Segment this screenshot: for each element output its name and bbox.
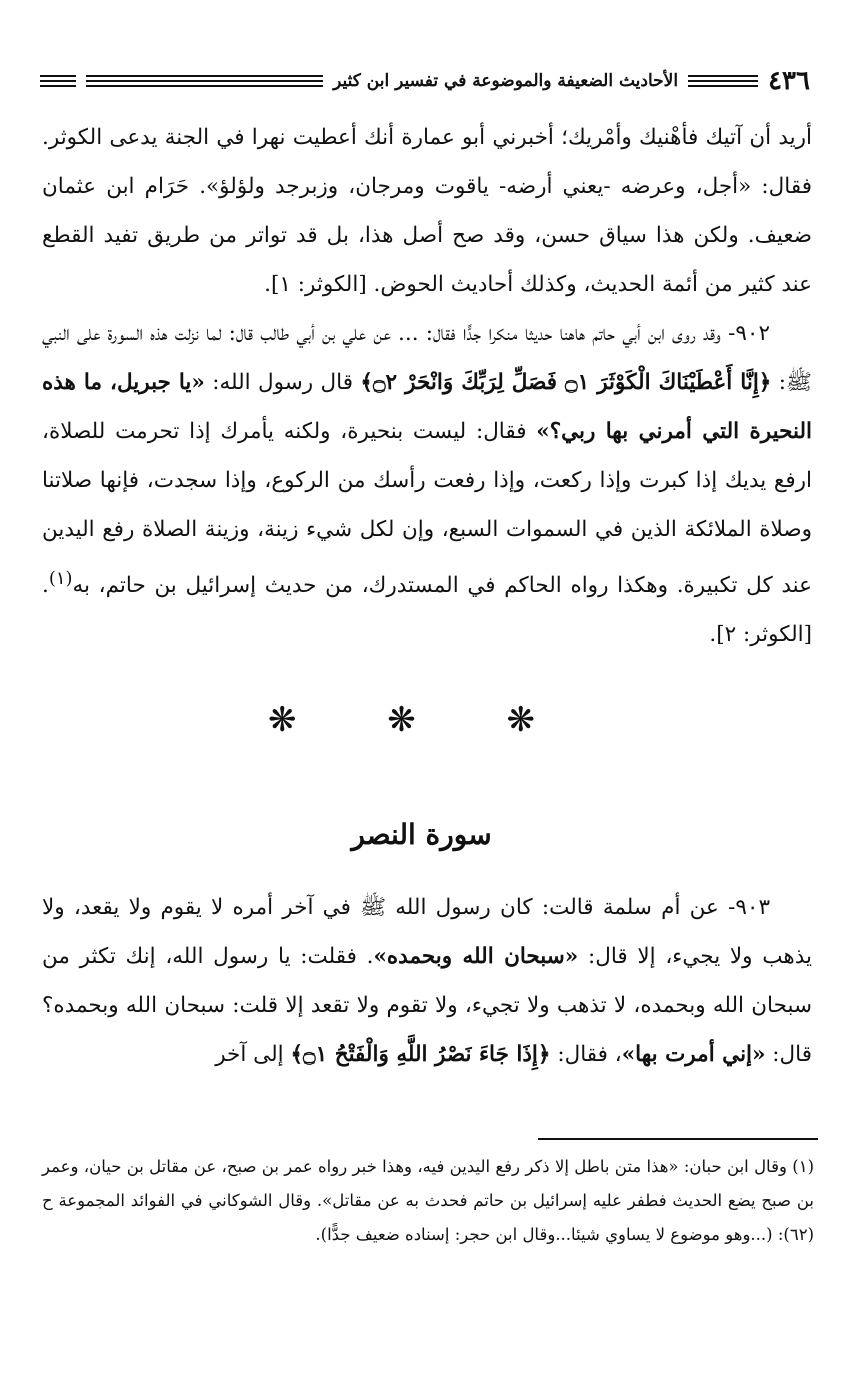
page-number: ٤٣٦ (768, 66, 810, 96)
hadith-902-text (42, 309, 812, 659)
running-header (40, 64, 810, 98)
footnote (42, 1150, 814, 1252)
running-title: الأحاديث الضعيفة والموضوعة في تفسير ابن كثير (333, 71, 679, 91)
sura-title: سورة النصر (351, 818, 492, 851)
header-rule-long (86, 75, 323, 87)
hadith-902-intro: ٩٠٢- وقد روى ابن أبي حاتم هاهنا حديثا منكرا جدًّا فقال: ... عن علي بن أبي طالب قال: لما نزلت هذه السورة على النبي ﷺ: (42, 321, 812, 395)
hadith-903-mid-2: ، فقال: (550, 1042, 622, 1067)
section-separator: ❋ ❋ ❋ (267, 700, 576, 740)
quran-verse-nasr: ﴿إِذَا جَاءَ نَصْرُ اللَّهِ وَالْفَتْحُ ۝١﴾ (290, 1042, 551, 1067)
hadith-903-end: إلى آخر (215, 1042, 291, 1067)
hadith-902-mid: قال رسول الله: (204, 370, 361, 395)
hadith-902-end: . [الكوثر: ٢]. (42, 573, 812, 648)
hadith-903-intro: ٩٠٣- عن أم سلمة قالت: كان رسول الله ﷺ في آخر أمره لا يقوم ولا يقعد، ولا يذهب ولا يجيء، إلا قال: (42, 895, 812, 969)
footnote-reference: (١) (48, 568, 73, 589)
paragraph-text: أريد أن آتيك فأهْنيك وأمْريك؛ أخبرني أبو عمارة أنك أعطيت نهرا في الجنة يدعى الكوثر. فقال: «أجل، وعرضه -يعني أرضه- ياقوت ومرجان، وزبرجد ولؤلؤ». حَرَام ابن عثمان ضعيف. ولكن هذا سياق حسن، وقد صح أصل هذا، بل قد تواتر من طريق تفيد القطع عند كثير من أئمة الحديث، وكذلك أحاديث الحوض. [الكوثر: ١]. (42, 125, 812, 297)
header-rule-right (688, 75, 758, 87)
header-rule-left (40, 75, 76, 87)
quran-verse-kawthar: ﴿إِنَّا أَعْطَيْنَاكَ الْكَوْثَرَ ۝١ فَصَلِّ لِرَبِّكَ وَانْحَرْ ۝٢﴾ (360, 370, 772, 395)
hadith-903-quote-1: «سبحان الله وبحمده» (373, 944, 579, 969)
footnote-divider (538, 1138, 818, 1140)
hadith-903 (42, 883, 812, 1079)
paragraph-continuation (42, 113, 812, 309)
hadith-902 (42, 309, 812, 659)
hadith-903-quote-2: «إني أمرت بها» (621, 1042, 766, 1067)
hadith-903-mid: . فقلت: يا رسول الله، إنك تكثر من سبحان الله وبحمده، لا تذهب ولا تجيء، ولا تقوم ولا تقعد إلا قلت: سبحان الله وبحمده؟ قال: (42, 944, 812, 1067)
footnote-text: (١) وقال ابن حبان: «هذا متن باطل إلا ذكر رفع اليدين فيه، وهذا خبر رواه عمر بن صبح، عن مقاتل بن حيان، وعمر بن صبح يضع الحديث فطفر عليه إسرائيل بن حاتم فحدث به عن مقاتل». وقال الشوكاني في الفوائد المجموعة ح (٦٢): (...وهو موضوع لا يساوي شيئا...وقال ابن حجر: إسناده ضعيف جدًّا). (42, 1157, 814, 1244)
hadith-902-quote: «يا جبريل، ما هذه النحيرة التي أمرني بها ربي؟» (42, 370, 813, 444)
hadith-903-text (42, 883, 812, 1079)
hadith-902-rest: فقال: ليست بنحيرة، ولكنه يأمرك إذا تحرمت للصلاة، ارفع يديك إذا كبرت وإذا ركعت، وإذا رفعت رأسك من الركوع، وإذا سجدت، فإنها صلاتنا وصلاة الملائكة الذين في السموات السبع، وإن لكل شيء زينة، وزينة الصلاة رفع اليدين عند كل تكبيرة. وهكذا رواه الحاكم في المستدرك، من حديث إسرائيل بن حاتم، به (42, 419, 812, 599)
